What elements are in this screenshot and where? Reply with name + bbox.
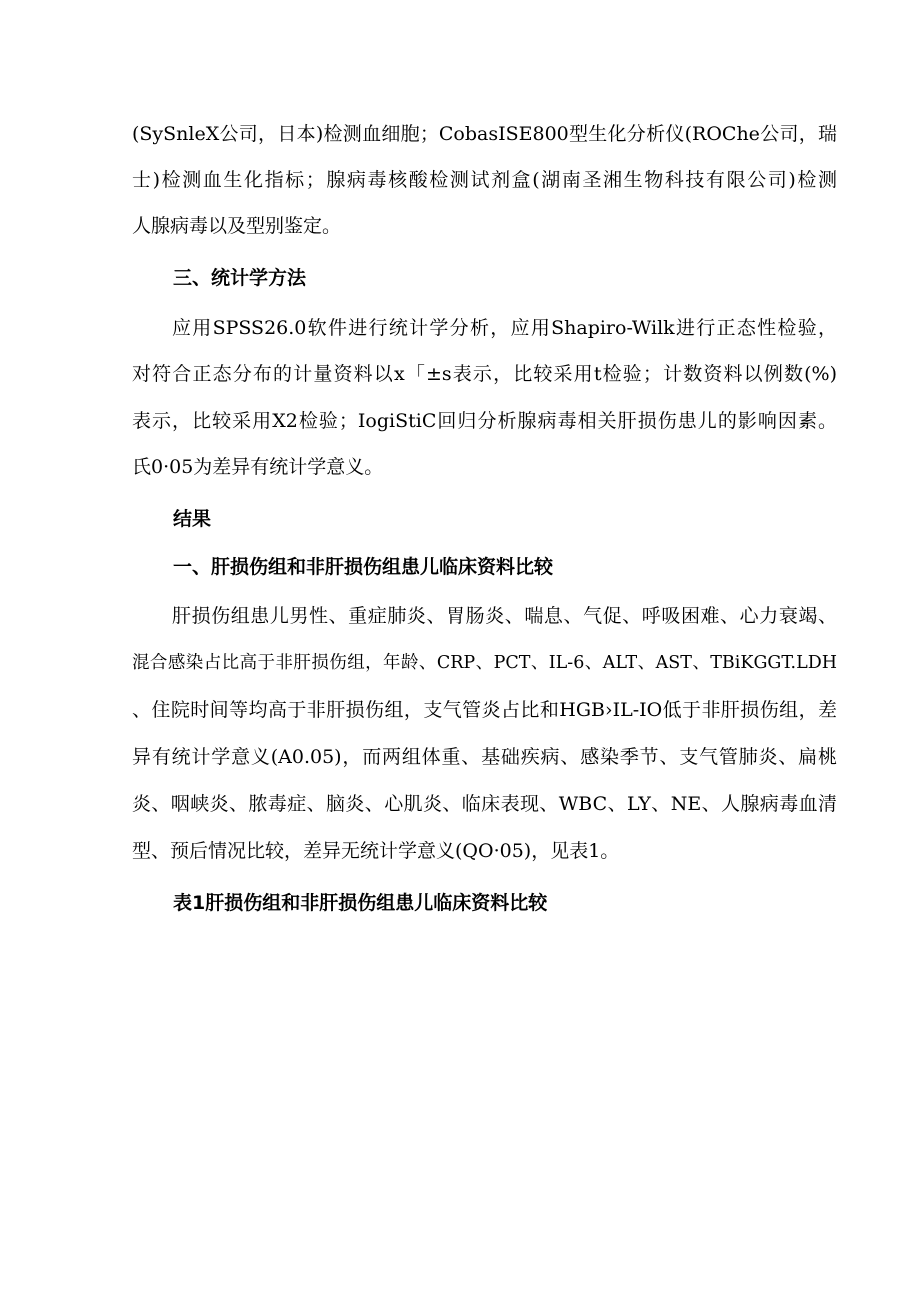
results-line-1: 肝损伤组患儿男性、重症肺炎、胃肠炎、喘息、气促、呼吸困难、心力衰竭、 bbox=[172, 605, 837, 627]
methods-line-2: 士)检测血生化指标；腺病毒核酸检测试剂盒(湖南圣湘生物科技有限公司)检测 bbox=[132, 169, 837, 191]
statistics-line-3: 表示，比较采用X2检验；IogiStiC回归分析腺病毒相关肝损伤患儿的影响因素。 bbox=[132, 410, 837, 432]
statistics-line-2: 对符合正态分布的计量资料以x「±s表示，比较采用t检验；计数资料以例数(%) bbox=[132, 363, 837, 385]
statistics-heading: 三、统计学方法 bbox=[173, 267, 307, 289]
results-line-5: 炎、咽峡炎、脓毒症、脑炎、心肌炎、临床表现、WBC、LY、NE、人腺病毒血清 bbox=[132, 793, 837, 815]
methods-line-1: (SySnleX公司，日本)检测血细胞；CobasISE800型生化分析仪(ROChe公司，瑞 bbox=[132, 123, 837, 145]
results-section1-heading: 一、肝损伤组和非肝损伤组患儿临床资料比较 bbox=[173, 556, 554, 578]
results-line-6: 型、预后情况比较，差异无统计学意义(QO·05)，见表1。 bbox=[132, 840, 620, 862]
statistics-line-1: 应用SPSS26.0软件进行统计学分析，应用Shapiro-Wilk进行正态性检验， bbox=[172, 317, 837, 339]
results-line-2: 混合感染占比高于非肝损伤组，年龄、CRP、PCT、IL-6、ALT、AST、TBiKGGT.LDH bbox=[132, 653, 837, 673]
statistics-line-4: 氏0·05为差异有统计学意义。 bbox=[132, 456, 384, 478]
methods-line-3: 人腺病毒以及型别鉴定。 bbox=[132, 215, 342, 237]
table-caption: 表1肝损伤组和非肝损伤组患儿临床资料比较 bbox=[173, 892, 548, 914]
results-line-3: 、住院时间等均高于非肝损伤组，支气管炎占比和HGB›IL-IO低于非肝损伤组，差 bbox=[132, 699, 837, 721]
results-line-4: 异有统计学意义(A0.05)，而两组体重、基础疾病、感染季节、支气管肺炎、扁桃 bbox=[132, 746, 837, 768]
results-heading: 结果 bbox=[173, 508, 212, 530]
